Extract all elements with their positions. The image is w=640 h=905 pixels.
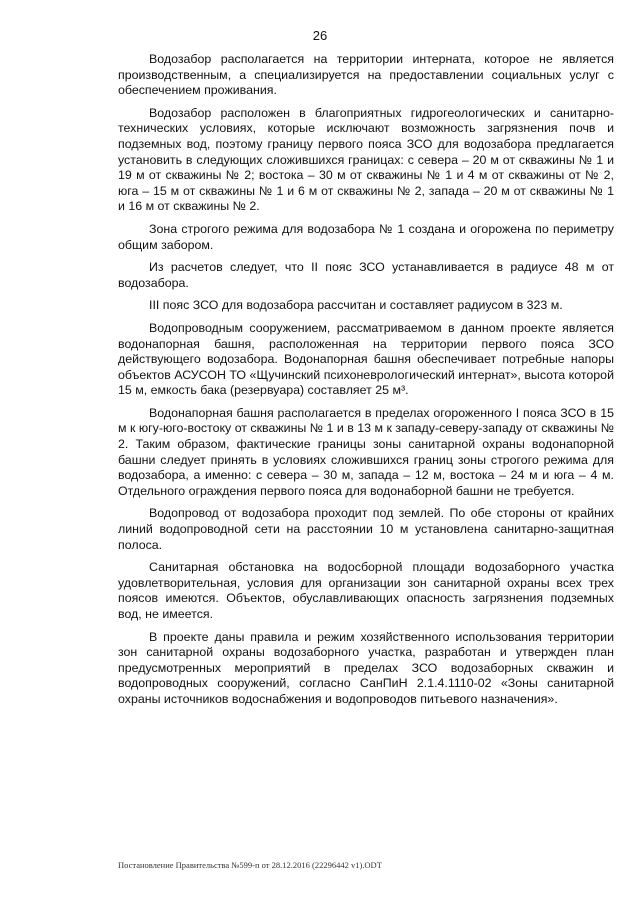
paragraph: В проекте даны правила и режим хозяйственного использования территории зон санитарной охраны водозаборного участка, разработан и утвержден план предусмотренных мероприятий в пределах ЗСО водозаборных скважин и водопроводных сооружений, согласно СанПиН 2.1.4.1110-02 «Зоны санитарной охраны источников водоснабжения и водопроводов питьевого назначения». — [118, 629, 614, 706]
paragraph: Водопровод от водозабора проходит под землей. По обе стороны от крайних линий водопроводной сети на расстоянии 10 м установлена санитарно-защитная полоса. — [118, 506, 614, 552]
body-text — [118, 52, 614, 715]
paragraph: Водопроводным сооружением, рассматриваемом в данном проекте является водонапорная башня, расположенная на территории первого пояса ЗСО действующего водозабора. Водонапорная башня обеспечивает потребные напоры объектов АСУСОН ТО «Щучинский психоневрологический интернат», высота которой 15 м, емкость бака (резервуара) составляет 25 м³. — [118, 320, 614, 398]
paragraph: Водонапорная башня располагается в пределах огороженного I пояса ЗСО в 15 м к югу-юго-востоку от скважины № 1 и в 13 м к западу-северу-западу от скважины № 2. Таким образом, фактические границы зоны санитарной охраны водонапорной башни следует принять в условиях сложившихся границ зоны строгого режима для водозабора, а именно: с севера – 30 м, запада – 12 м, востока – 24 м и юга – 4 м. Отдельного ограждения первого пояса для водонаборной башни не требуется. — [118, 405, 614, 498]
paragraph: Из расчетов следует, что II пояс ЗСО устанавливается в радиусе 48 м от водозабора. — [118, 260, 614, 290]
paragraph: Санитарная обстановка на водосборной площади водозаборного участка удовлетворительная, условия для организации зон санитарной охраны всех трех поясов имеются. Объектов, обуславливающих опасность загрязнения подземных вод, не имеется. — [118, 560, 614, 621]
document-footer: Постановление Правительства №599-п от 28.12.2016 (22296442 v1).ODT — [118, 860, 382, 870]
paragraph: Водозабор располагается на территории интерната, которое не является производственным, а специализируется на предоставлении социальных услуг с обеспечением проживания. — [118, 52, 614, 98]
paragraph: III пояс ЗСО для водозабора рассчитан и составляет радиусом в 323 м. — [149, 298, 563, 313]
page-number: 26 — [312, 28, 328, 43]
paragraph: Зона строгого режима для водозабора № 1 создана и огорожена по периметру общим забором. — [118, 221, 614, 252]
paragraph: Водозабор расположен в благоприятных гидрогеологических и санитарно-технических условиях, которые исключают возможность загрязнения почв и подземных вод, поэтому границу первого пояса ЗСО для водозабора предлагается установить в следующих сложившихся границах: с севера – 20 м от скважины № 1 и 19 м от скважины № 2; востока – 30 м от скважины № 1 и 4 м от скважины от № 2, юга – 15 м от скважины № 1 и 6 м от скважины № 2, запада – 20 м от скважины № 1 и 16 м от скважины № 2. — [118, 105, 614, 214]
